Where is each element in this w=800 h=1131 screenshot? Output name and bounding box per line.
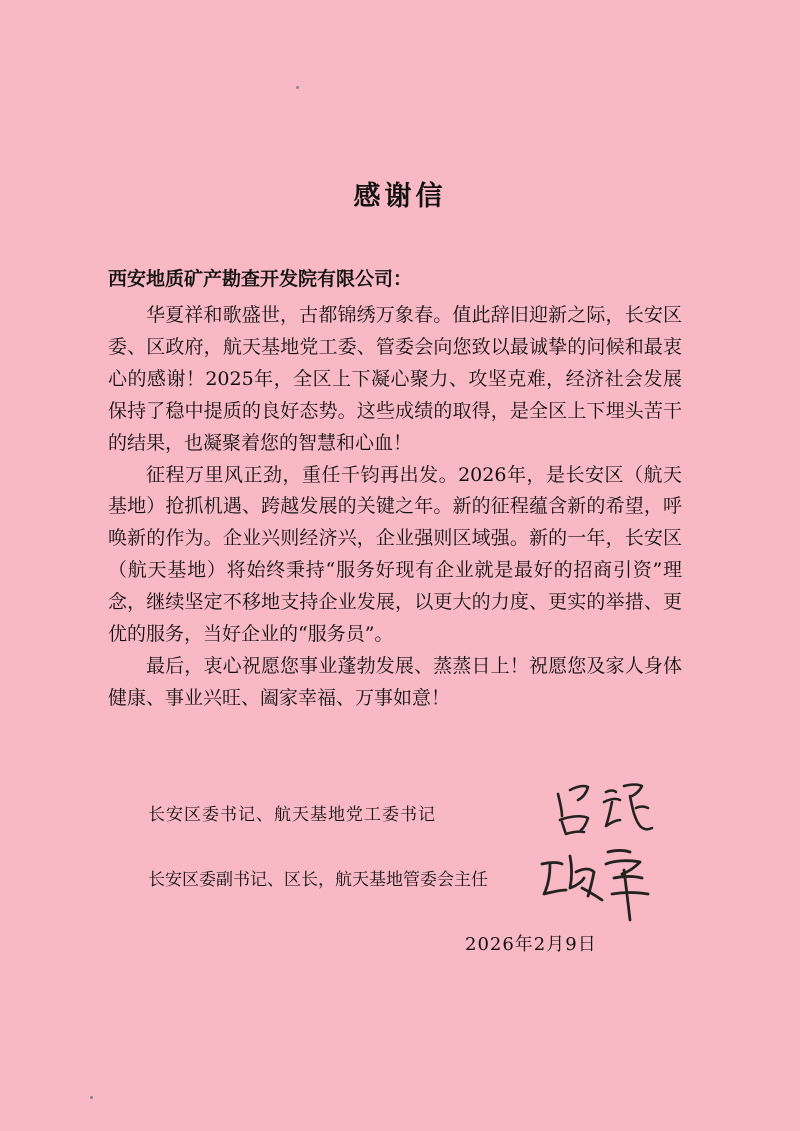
signatory-1-title: 长安区委书记、航天基地党工委书记: [148, 805, 436, 825]
letter-body: [108, 300, 682, 715]
letter-title: 感谢信: [353, 181, 447, 212]
paragraph-outlook: 征程万里风正劲，重任千钧再出发。2026年，是长安区（航天基地）抢抓机遇、跨越发展的关键之年。新的征程蕴含新的希望，呼唤新的作为。企业兴则经济兴，企业强则区域强。新的一年，长安区（航天基地）将始终秉持“服务好现有企业就是最好的招商引资”理念，继续坚定不移地支持企业发展，以更大的力度、更实的举措、更优的服务，当好企业的“服务员”。: [108, 463, 682, 646]
paper-speck: [90, 1096, 93, 1099]
signatory-2-title: 长安区委副书记、区长，航天基地管委会主任: [148, 870, 488, 890]
paragraph-closing: 最后，衷心祝愿您事业蓬勃发展、蒸蒸日上！祝愿您及家人身体健康、事业兴旺、阖家幸福、万事如意！: [108, 654, 682, 709]
letter-date: 2026年2月9日: [465, 934, 597, 955]
handwritten-signature-2: [536, 842, 660, 924]
paragraph-greeting: 华夏祥和歌盛世，古都锦绣万象春。值此辞旧迎新之际，长安区委、区政府，航天基地党工委、管委会向您致以最诚挚的问候和最衷心的感谢！2025年，全区上下凝心聚力、攻坚克难，经济社会发展保持了稳中提质的良好态势。这些成绩的取得，是全区上下埋头苦干的结果，也凝聚着您的智慧和心血！: [108, 304, 682, 454]
letter-salutation: 西安地质矿产勘查开发院有限公司：: [108, 268, 413, 290]
handwritten-signature-1: [548, 772, 658, 842]
paper-speck: [296, 86, 299, 89]
